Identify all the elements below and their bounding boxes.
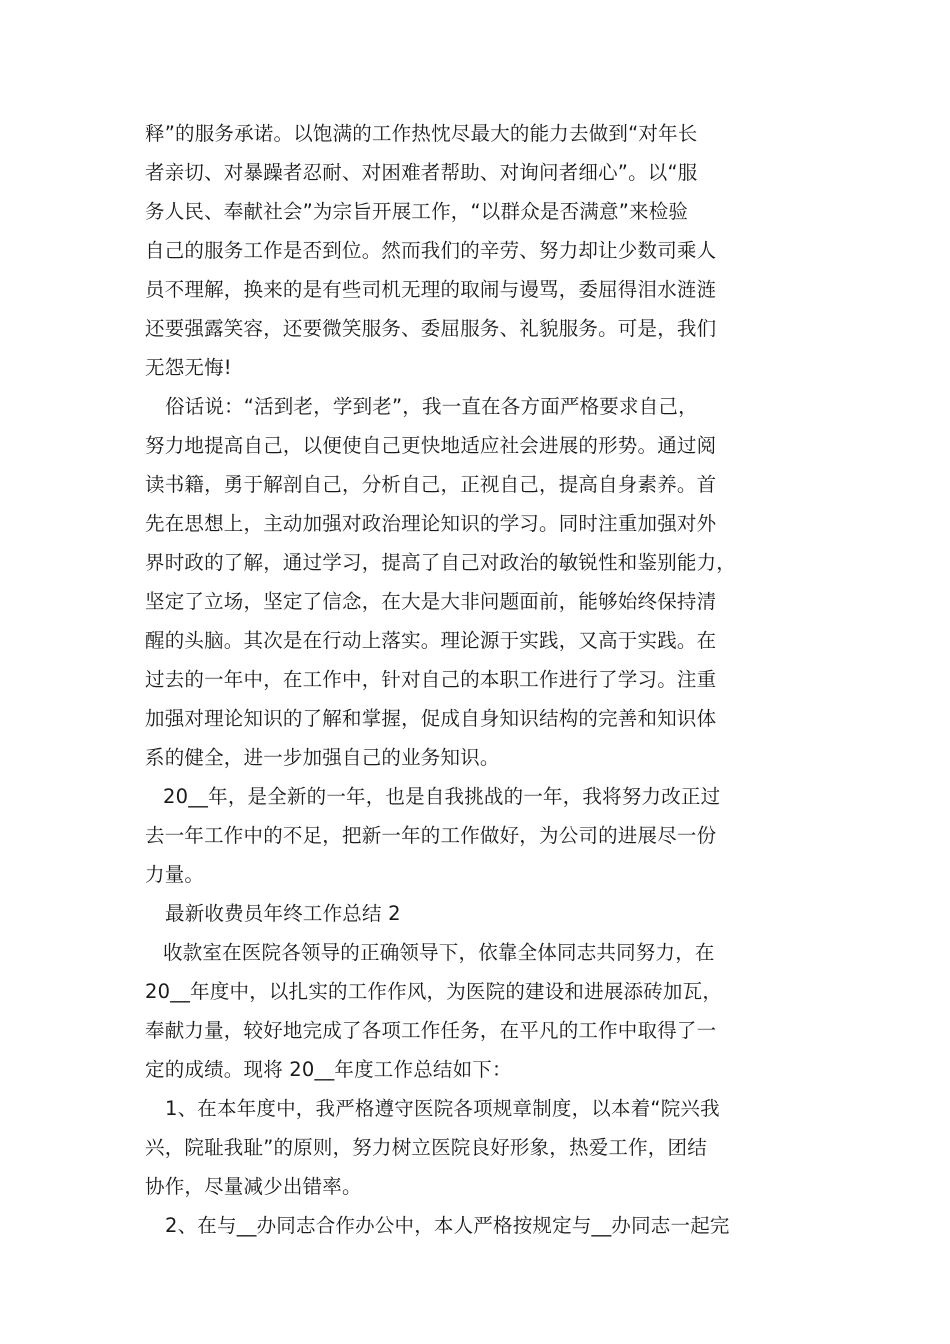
document-body	[145, 114, 825, 1245]
text-line: 无怨无悔!	[145, 356, 232, 379]
paragraph-new-year	[145, 777, 825, 894]
text-line: 力量。	[145, 863, 205, 886]
list-item-2	[145, 1206, 825, 1245]
text-line: 奉献力量，较好地完成了各项工作任务，在平凡的工作中取得了一	[145, 1019, 717, 1042]
text-line: 释”的服务承诺。以饱满的工作热忱尽最大的能力去做到“对年长	[145, 122, 698, 145]
text-line: 员不理解，换来的是有些司机无理的取闹与谩骂，委屈得泪水涟涟	[145, 278, 717, 301]
text-line: 坚定了立场，坚定了信念，在大是大非问题面前，能够始终保持清	[145, 590, 717, 613]
text-line: 还要强露笑容，还要微笑服务、委屈服务、礼貌服务。可是，我们	[145, 317, 717, 340]
text-line: 收款室在医院各领导的正确领导下，依靠全体同志共同努力，在	[163, 941, 715, 964]
text-line: 务人民、奉献社会”为宗旨开展工作，“以群众是否满意”来检验	[145, 200, 689, 223]
text-line: 读书籍，勇于解剖自己，分析自己，正视自己，提高自身素养。首	[145, 473, 717, 496]
text-line: 去一年工作中的不足，把新一年的工作做好，为公司的进展尽一份	[145, 824, 717, 847]
text-line: 加强对理论知识的了解和掌握，促成自身知识结构的完善和知识体	[145, 707, 717, 730]
text-line: 20__年，是全新的一年，也是自我挑战的一年，我将努力改正过	[163, 785, 721, 808]
text-line: 先在思想上，主动加强对政治理论知识的学习。同时注重加强对外	[145, 512, 717, 535]
paragraph-service-commitment	[145, 114, 825, 387]
text-line: 兴，院耻我耻”的原则，努力树立医院良好形象，热爱工作，团结	[145, 1136, 707, 1159]
text-line: 定的成绩。现将 20__年度工作总结如下：	[145, 1058, 512, 1081]
text-line: 20__年度中，以扎实的工作作风，为医院的建设和进展添砖加瓦，	[145, 980, 723, 1003]
text-line: 俗话说：“活到老，学到老”，我一直在各方面严格要求自己，	[165, 395, 698, 418]
text-line: 1、在本年度中，我严格遵守医院各项规章制度，以本着“院兴我	[165, 1097, 720, 1120]
section-heading	[145, 894, 825, 933]
text-line: 努力地提高自己，以便使自己更快地适应社会进展的形势。通过阅	[145, 434, 717, 457]
text-line: 自己的服务工作是否到位。然而我们的辛劳、努力却让少数司乘人	[145, 239, 717, 262]
text-line: 系的健全，进一步加强自己的业务知识。	[145, 746, 500, 769]
text-line: 者亲切、对暴躁者忍耐、对困难者帮助、对询问者细心”。以“服	[145, 161, 698, 184]
text-line: 过去的一年中，在工作中，针对自己的本职工作进行了学习。注重	[145, 668, 717, 691]
text-line: 2、在与__办同志合作办公中，本人严格按规定与__办同志一起完	[165, 1214, 730, 1237]
text-line: 界时政的了解，通过学习，提高了自己对政治的敏锐性和鉴别能力，	[145, 551, 737, 574]
text-line: 醒的头脑。其次是在行动上落实。理论源于实践，又高于实践。在	[145, 629, 717, 652]
paragraph-payment-office	[145, 933, 825, 1089]
section-title: 最新收费员年终工作总结 2	[165, 902, 401, 925]
paragraph-self-improvement	[145, 387, 825, 777]
text-line: 协作，尽量减少出错率。	[145, 1175, 362, 1198]
list-item-1	[145, 1089, 825, 1206]
